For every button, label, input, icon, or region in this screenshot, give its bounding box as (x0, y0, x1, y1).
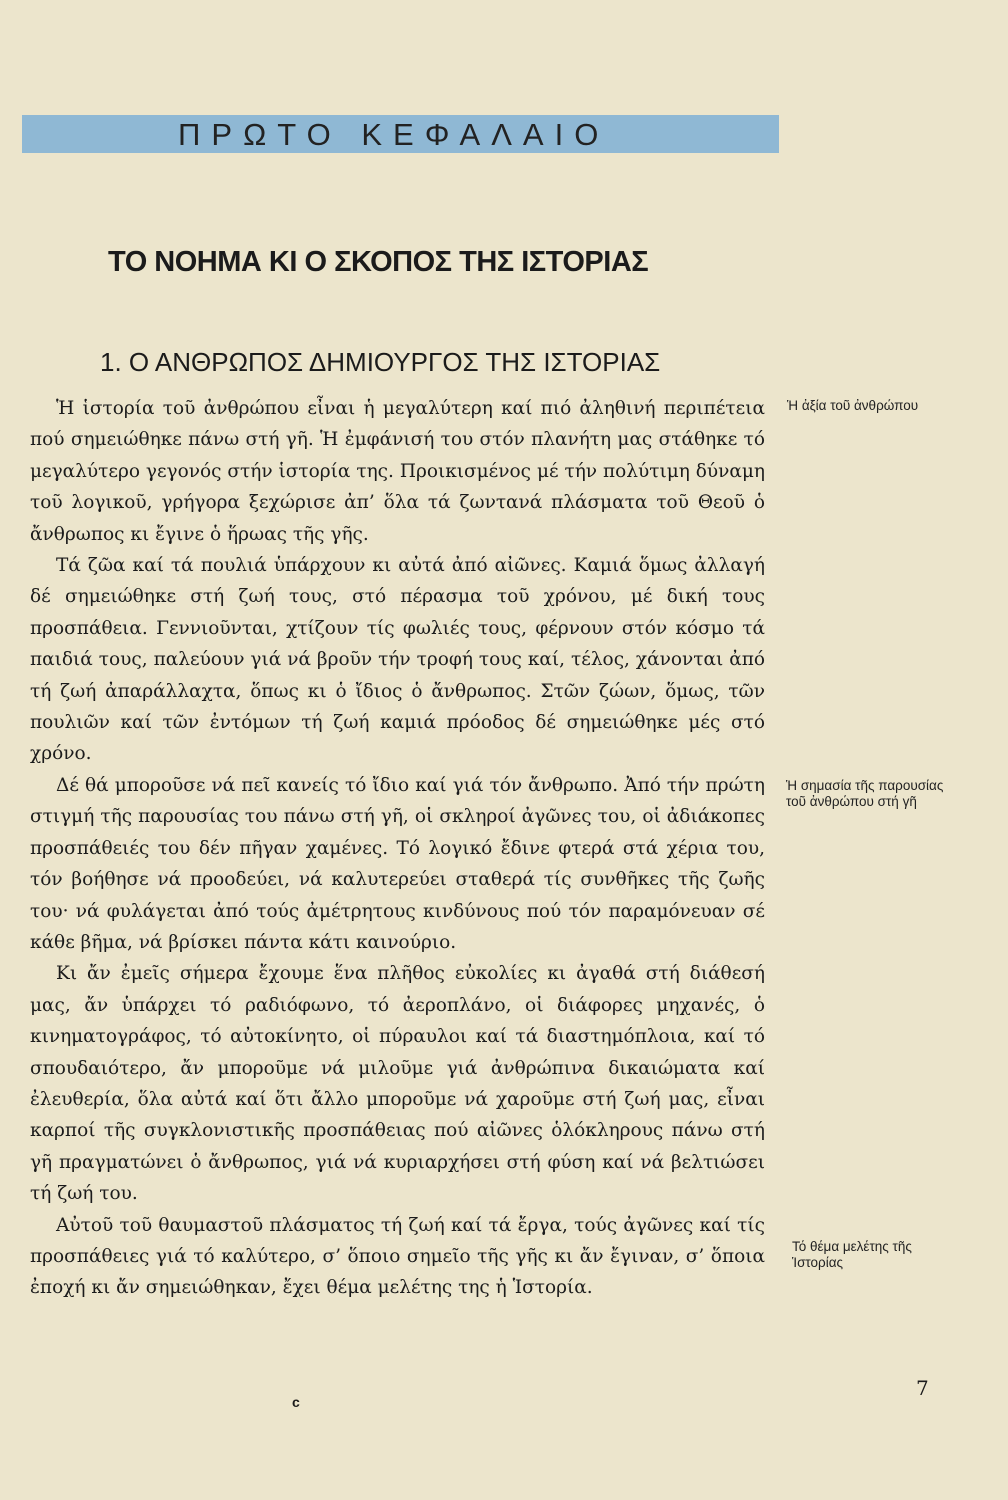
margin-note-subject: Τό θέμα μελέτης τῆς Ἱστορίας (792, 1239, 912, 1270)
page-title: ΤΟ ΝΟΗΜΑ ΚΙ Ο ΣΚΟΠΟΣ ΤΗΣ ΙΣΤΟΡΙΑΣ (108, 246, 649, 278)
margin-note-significance: Ἡ σημασία τῆς παρουσίας τοῦ ἀνθρώπου στή γῆ (786, 778, 944, 809)
paragraph: Ἡ ἱστορία τοῦ ἀνθρώπου εἶναι ἡ μεγαλύτερη καί πιό ἀληθινή περιπέτεια πού σημειώθηκε πάνω στή γῆ. Ἡ ἐμφάνισή του στόν πλανήτη μας στάθηκε τό μεγαλύτερο γεγονός στήν ἱστορία της. Προικισμένος μέ τήν πολύτιμη δύναμη τοῦ λογικοῦ, γρήγορα ξεχώρισε ἀπ’ ὅλα τά ζωντανά πλάσματα τοῦ Θεοῦ ὁ ἄνθρωπος κι ἔγινε ὁ ἥρωας τῆς γῆς. (30, 398, 765, 545)
paragraph: Τά ζῶα καί τά πουλιά ὑπάρχουν κι αὐτά ἀπό αἰῶνες. Καμιά ὅμως ἀλλαγή δέ σημειώθηκε στή ζωή τους, στό πέρασμα τοῦ χρόνου, μέ δική τους προσπάθεια. Γεννιοῦνται, χτίζουν τίς φωλιές τους, φέρνουν στόν κόσμο τά παιδιά τους, παλεύουν γιά νά βροῦν τήν τροφή τους καί, τέλος, χάνονται ἀπό τή ζωή ἀπαράλλαχτα, ὅπως κι ὁ ἴδιος ὁ ἄνθρωπος. Στῶν ζώων, ὅμως, τῶν πουλιῶν καί τῶν ἐντόμων τή ζωή καμιά πρόοδος δέ σημειώθηκε μές στό χρόνο. (30, 555, 765, 765)
margin-note-value-of-man: Ἡ ἀξία τοῦ ἀνθρώπου (787, 398, 919, 413)
copyright-mark: c (292, 1394, 300, 1410)
chapter-label: ΠΡΩΤΟ ΚΕΦΑΛΑΙΟ (178, 117, 610, 152)
paragraph: Δέ θά μποροῦσε νά πεῖ κανείς τό ἴδιο καί γιά τόν ἄνθρωπο. Ἀπό τήν πρώτη στιγμή τῆς παρουσίας του πάνω στή γῆ, οἱ σκληροί ἀγῶνες του, οἱ ἀδιάκοπες προσπάθειές του δέν πῆγαν χαμένες. Τό λογικό ἔδινε φτερά στά χέρια του, τόν βοήθησε νά προοδεύει, νά καλυτερεύει σταθερά τίς συνθῆκες τῆς ζωῆς του· νά φυλάγεται ἀπό τούς ἀμέτρητους κινδύνους πού τόν παραμόνευαν σέ κάθε βῆμα, νά βρίσκει πάντα κάτι καινούριο. (30, 774, 765, 953)
paragraph: Αὐτοῦ τοῦ θαυμαστοῦ πλάσματος τή ζωή καί τά ἔργα, τούς ἀγῶνες καί τίς προσπάθειες γιά τό καλύτερο, σ’ ὅποιο σημεῖο τῆς γῆς κι ἄν ἔγιναν, σ’ ὅποια ἐποχή κι ἄν σημειώθηκαν, ἔχει θέμα μελέτης της ἡ Ἱστορία. (30, 1214, 765, 1299)
paragraph: Κι ἄν ἐμεῖς σήμερα ἔχουμε ἕνα πλῆθος εὐκολίες κι ἀγαθά στή διάθεσή μας, ἄν ὑπάρχει τό ραδιόφωνο, τό ἀεροπλάνο, οἱ διάφορες μηχανές, ὁ κινηματογράφος, τό αὐτοκίνητο, οἱ πύραυλοι καί τά διαστημόπλοια, καί τό σπουδαιότερο, ἄν μποροῦμε νά μιλοῦμε γιά ἀνθρώπινα δικαιώματα καί ἐλευθερία, ὅλα αὐτά καί ὅτι ἄλλο μποροῦμε νά χαροῦμε στή ζωή μας, εἶναι καρποί τῆς συγκλονιστικῆς προσπάθειας πού αἰῶνες ὁλόκληρους πάνω στή γῆ πραγματώνει ὁ ἄνθρωπος, γιά νά κυριαρχήσει στή φύση καί νά βελτιώσει τή ζωή του. (30, 963, 765, 1205)
page-number: 7 (916, 1376, 929, 1400)
body-text (30, 393, 765, 1304)
section-heading: 1. Ο ΑΝΘΡΩΠΟΣ ΔΗΜΙΟΥΡΓΟΣ ΤΗΣ ΙΣΤΟΡΙΑΣ (100, 347, 661, 377)
